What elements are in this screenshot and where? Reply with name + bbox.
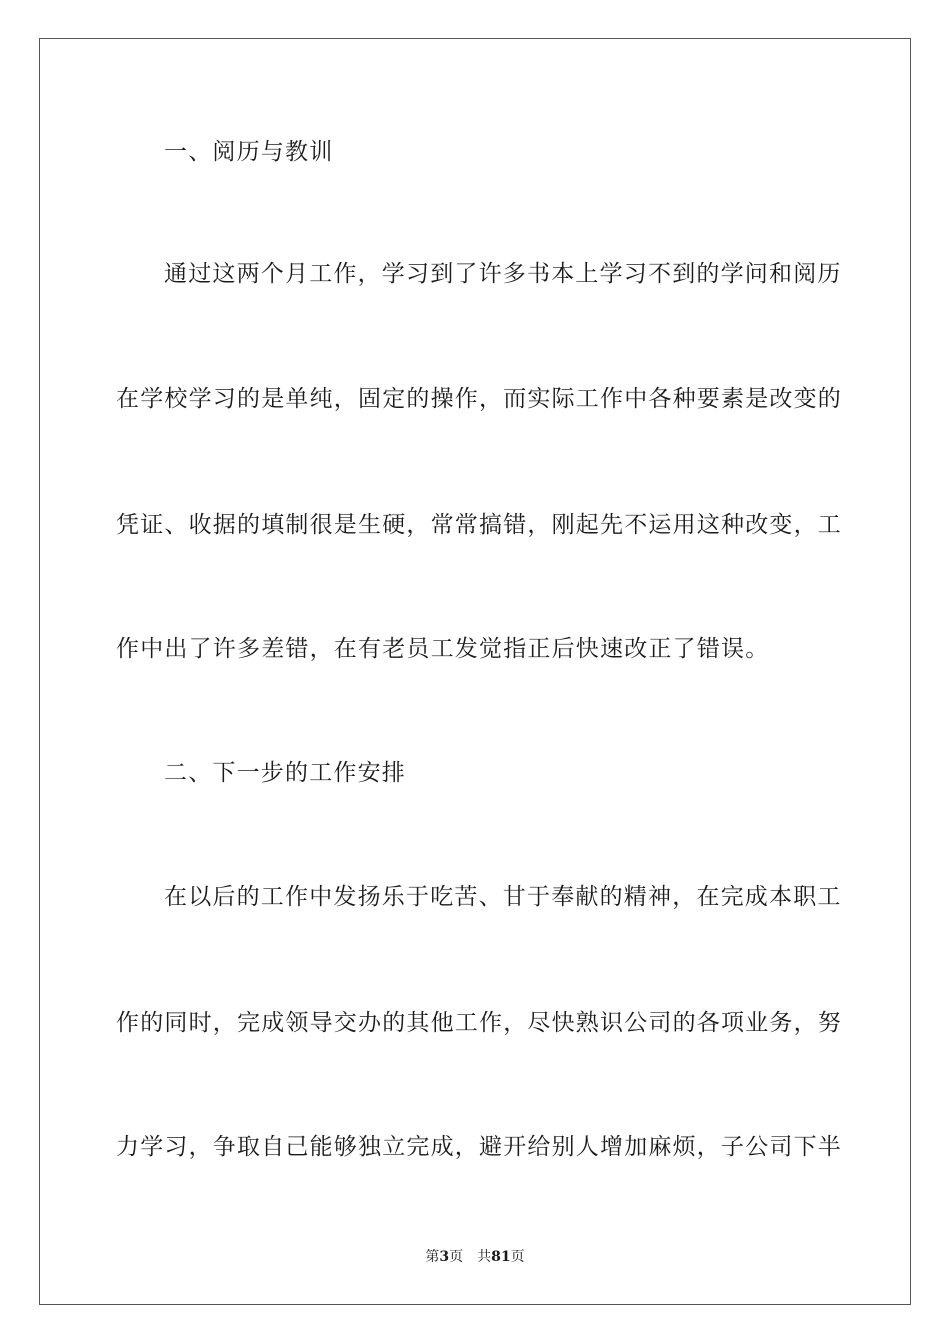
page-prefix: 第 bbox=[425, 1249, 440, 1265]
page-number: 3 bbox=[439, 1249, 450, 1265]
paragraph-line: 在以后的工作中发扬乐于吃苦、甘于奉献的精神，在完成本职工 bbox=[164, 884, 842, 910]
paragraph-line: 在学校学习的是单纯，固定的操作，而实际工作中各种要素是改变的 bbox=[116, 386, 842, 412]
total-pages: 81 bbox=[491, 1249, 511, 1265]
total-prefix: 共 bbox=[477, 1249, 492, 1265]
page-footer bbox=[0, 1248, 950, 1266]
section-heading-1: 一、阅历与教训 bbox=[164, 139, 334, 165]
page-suffix: 页 bbox=[449, 1249, 464, 1265]
paragraph-line: 作的同时，完成领导交办的其他工作，尽快熟识公司的各项业务，努 bbox=[116, 1010, 842, 1036]
total-suffix: 页 bbox=[510, 1249, 525, 1265]
paragraph-line: 凭证、收据的填制很是生硬，常常搞错，刚起先不运用这种改变，工 bbox=[116, 512, 842, 538]
paragraph-line: 力学习，争取自己能够独立完成，避开给别人增加麻烦，子公司下半 bbox=[116, 1134, 842, 1160]
paragraph-line: 作中出了许多差错，在有老员工发觉指正后快速改正了错误。 bbox=[116, 636, 770, 662]
paragraph-line: 通过这两个月工作，学习到了许多书本上学习不到的学问和阅历 bbox=[164, 261, 842, 287]
section-heading-2: 二、下一步的工作安排 bbox=[164, 760, 406, 786]
page-border bbox=[39, 38, 911, 1305]
